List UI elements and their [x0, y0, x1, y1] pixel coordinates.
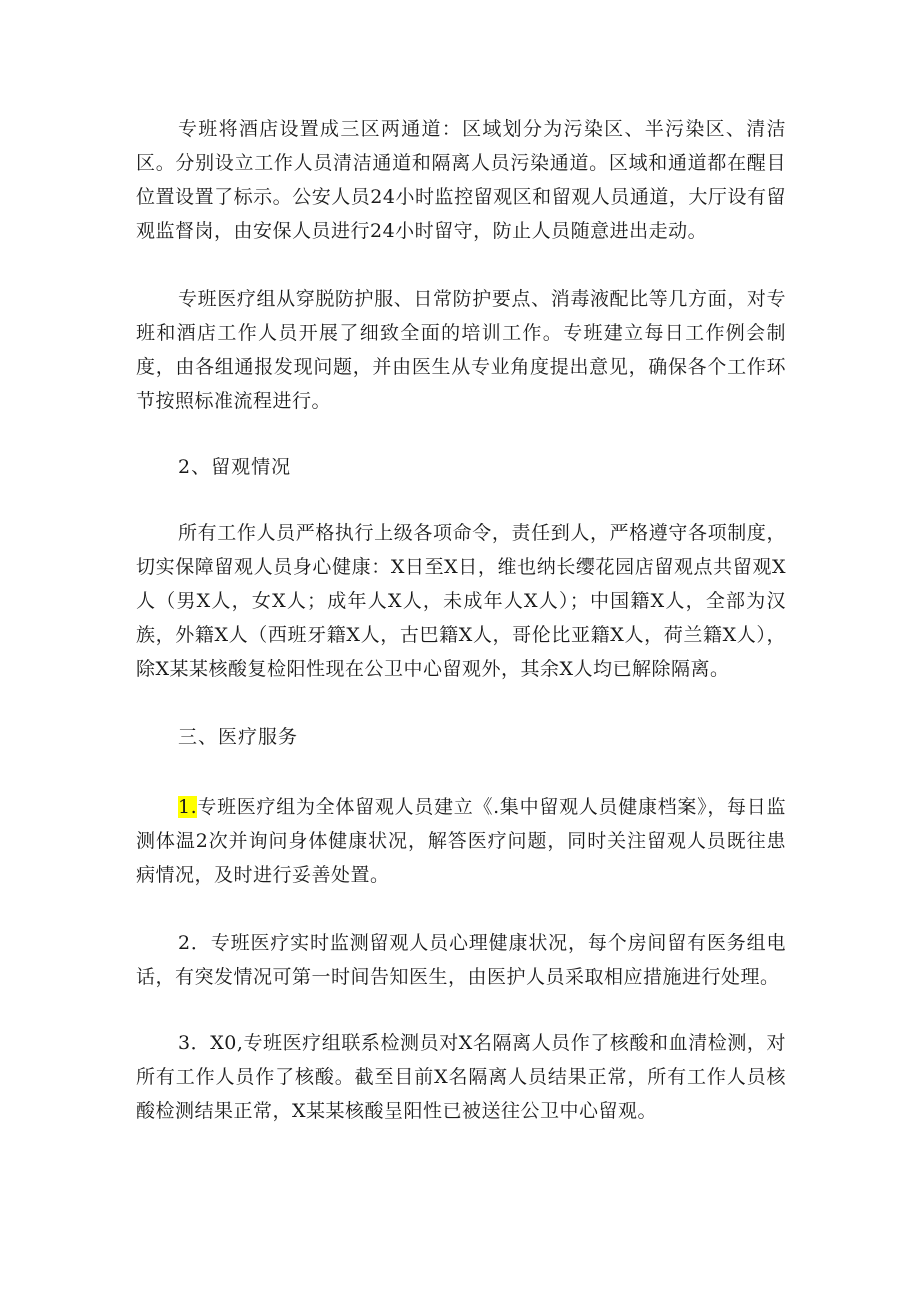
list-item-testing: 3．X0,专班医疗组联系检测员对X名隔离人员作了核酸和血清检测，对所有工作人员作了核酸。截至目前X名隔离人员结果正常，所有工作人员核酸检测结果正常，X某某核酸呈阳性已被送往公卫中心留观。 — [136, 1032, 786, 1122]
list-item-health-records — [136, 790, 786, 892]
heading-medical-service: 三、医疗服务 — [178, 726, 299, 748]
paragraph-zones-and-channels: 专班将酒店设置成三区两通道：区域划分为污染区、半污染区、清洁区。分别设立工作人员清洁通道和隔离人员污染通道。区域和通道都在醒目位置设置了标示。公安人员24小时监控留观区和留观人员通道，大厅设有留观监督岗，由安保人员进行24小时留守，防止人员随意进出走动。 — [136, 118, 786, 242]
paragraph-training: 专班医疗组从穿脱防护服、日常防护要点、消毒液配比等几方面，对专班和酒店工作人员开展了细致全面的培训工作。专班建立每日工作例会制度，由各组通报发现问题，并由医生从专业角度提出意见，确保各个工作环节按照标准流程进行。 — [136, 288, 786, 412]
highlighted-item-number: 1. — [178, 796, 198, 818]
list-item-mental-health: 2．专班医疗实时监测留观人员心理健康状况，每个房间留有医务组电话，有突发情况可第一时间告知医生，由医护人员采取相应措施进行处理。 — [136, 932, 786, 988]
heading-observation-status: 2、留观情况 — [178, 456, 292, 478]
paragraph-observation-details: 所有工作人员严格执行上级各项命令，责任到人，严格遵守各项制度，切实保障留观人员身心健康：X日至X日，维也纳长缨花园店留观点共留观X人（男X人，女X人；成年人X人，未成年人X人）；中国籍X人，全部为汉族，外籍X人（西班牙籍X人，古巴籍X人，哥伦比亚籍X人，荷兰籍X人），除X某某核酸复检阳性现在公卫中心留观外，其余X人均已解除隔离。 — [136, 522, 786, 680]
list-item-health-records-text: 专班医疗组为全体留观人员建立《.集中留观人员健康档案》，每日监测体温2次并询问身体健康状况，解答医疗问题，同时关注留观人员既往患病情况，及时进行妥善处置。 — [136, 796, 786, 886]
